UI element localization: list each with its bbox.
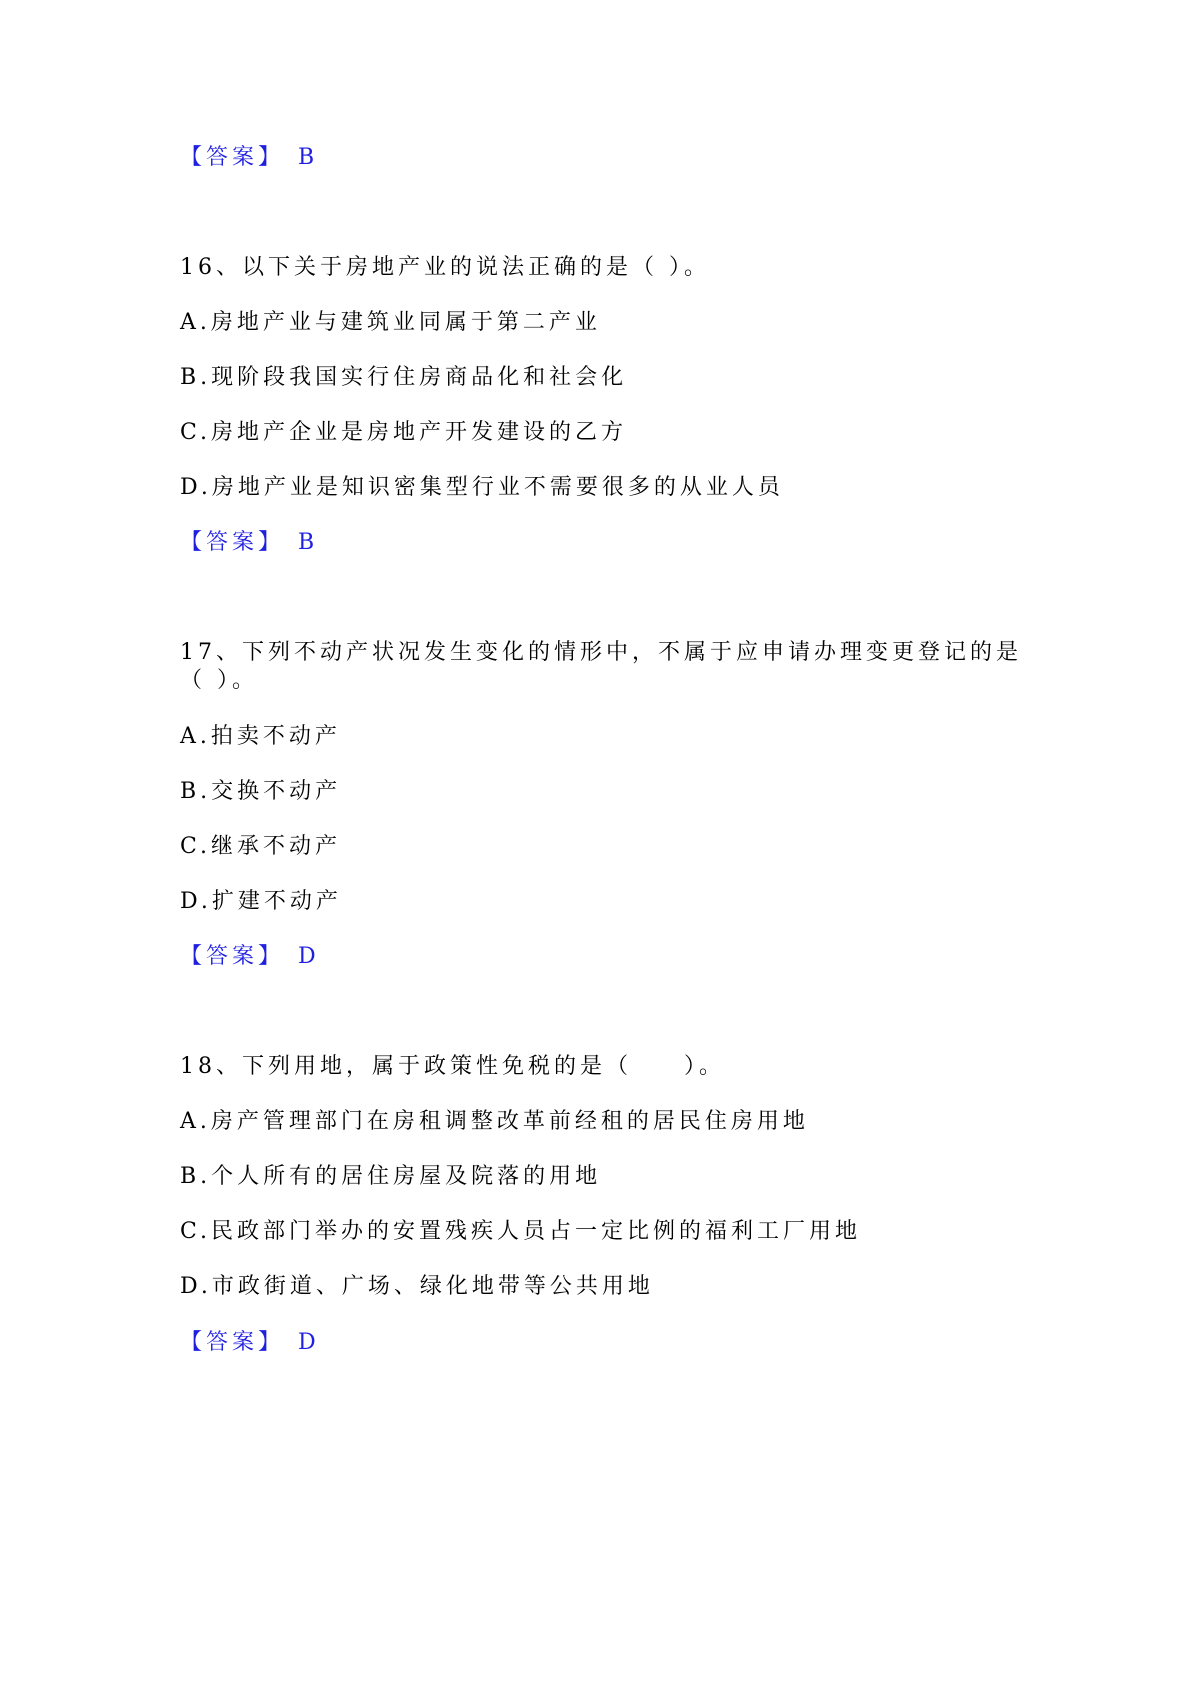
question-18-option-d: D.市政街道、广场、绿化地带等公共用地 (180, 1274, 654, 1299)
answer-value: D (298, 1330, 320, 1355)
question-17-option-d: D.扩建不动产 (180, 889, 342, 914)
question-18-option-a: A.房产管理部门在房租调整改革前经租的居民住房用地 (180, 1109, 809, 1134)
answer-label: 【答案】 (180, 530, 285, 555)
answer-line-15 (180, 143, 318, 173)
question-17-option-b: B.交换不动产 (180, 779, 342, 804)
answer-label: 【答案】 (180, 145, 285, 170)
question-17-stem-continued: （ ）。 (180, 668, 258, 693)
question-18-option-b: B.个人所有的居住房屋及院落的用地 (180, 1164, 602, 1189)
question-16-option-a: A.房地产业与建筑业同属于第二产业 (180, 310, 601, 335)
question-17-option-a: A.拍卖不动产 (180, 724, 341, 749)
answer-label: 【答案】 (180, 1330, 285, 1355)
question-16-option-d: D.房地产业是知识密集型行业不需要很多的从业人员 (180, 475, 784, 500)
question-16-option-b: B.现阶段我国实行住房商品化和社会化 (180, 365, 628, 390)
question-16-stem: 16、以下关于房地产业的说法正确的是（ ）。 (180, 255, 710, 280)
question-18-stem: 18、下列用地，属于政策性免税的是（ ）。 (180, 1054, 725, 1079)
answer-line-18 (180, 1328, 320, 1358)
answer-line-17 (180, 942, 320, 972)
answer-value: B (298, 145, 319, 170)
question-16-option-c: C.房地产企业是房地产开发建设的乙方 (180, 420, 628, 445)
answer-line-16 (180, 528, 318, 558)
question-17-stem: 17、下列不动产状况发生变化的情形中，不属于应申请办理变更登记的是 (180, 640, 1022, 665)
question-18-option-c: C.民政部门举办的安置残疾人员占一定比例的福利工厂用地 (180, 1219, 862, 1244)
question-17-option-c: C.继承不动产 (180, 834, 342, 859)
answer-value: B (298, 530, 319, 555)
answer-value: D (298, 944, 320, 969)
answer-label: 【答案】 (180, 944, 285, 969)
